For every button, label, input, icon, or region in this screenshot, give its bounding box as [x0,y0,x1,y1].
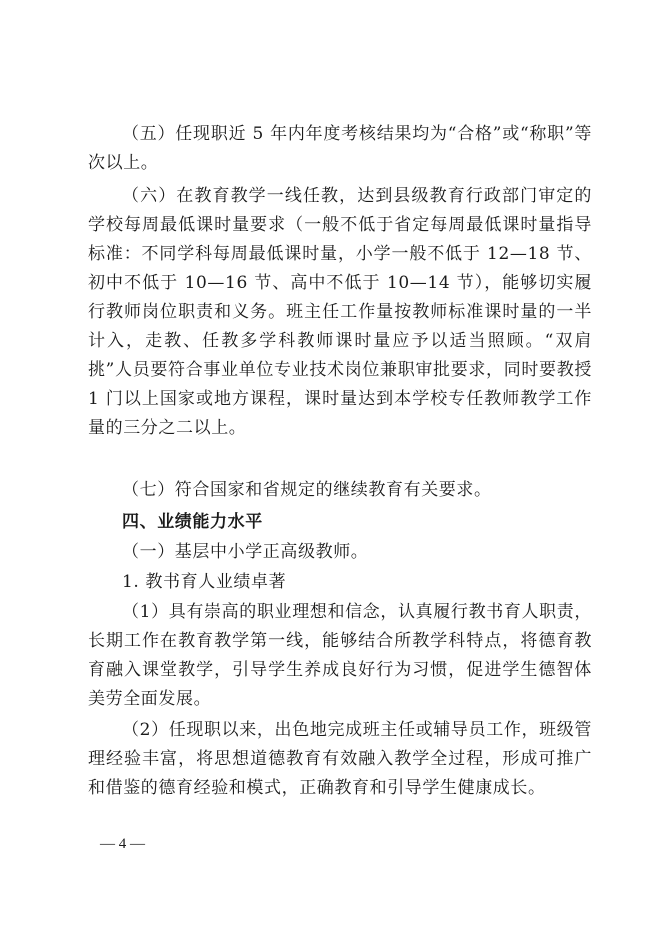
paragraph-item-1: （1）具有崇高的职业理想和信念，认真履行教书育人职责，长期工作在教育教学第一线，能够结合所教学科特点，将德育教育融入课堂教学，引导学生养成良好行为习惯，促进学生德智体美劳全面发展。 [88,602,592,709]
paragraph-senior-teacher: （一）基层中小学正高级教师。 [122,542,369,562]
paragraph-assessment-requirement: （五）任现职近 5 年内年度考核结果均为“合格”或“称职”等次以上。 [88,124,592,173]
paragraph-teaching-workload: （六）在教育教学一线任教，达到县级教育行政部门审定的学校每周最低课时量要求（一般不低于省定每周最低课时量指导标准：不同学科每周最低课时量，小学一般不低于 12—18 节、初中不低于 10—16 节、高中不低于 10—14 节），能够切实履行教师岗位职责和义务。班主任工作量按教师标准课时量的一半计入，走教、任教多学科教师课时量应予以适当照顾。“双肩挑”人员要符合事业单位专业技术岗位兼职审批要求，同时要教授 1 门以上国家或地方课程，课时量达到本学校专任教师教学工作量的三分之二以上。 [88,186,592,438]
paragraph-teaching-achievement: 1. 教书育人业绩卓著 [122,572,287,592]
section-heading-performance: 四、业绩能力水平 [122,512,263,532]
paragraph-item-2: （2）任现职以来，出色地完成班主任或辅导员工作，班级管理经验丰富，将思想道德教育有效融入教学全过程，形成可推广和借鉴的德育经验和模式，正确教育和引导学生健康成长。 [88,720,592,798]
page-number: — 4 — [100,836,145,852]
paragraph-continuing-education: （七）符合国家和省规定的继续教育有关要求。 [122,480,492,500]
